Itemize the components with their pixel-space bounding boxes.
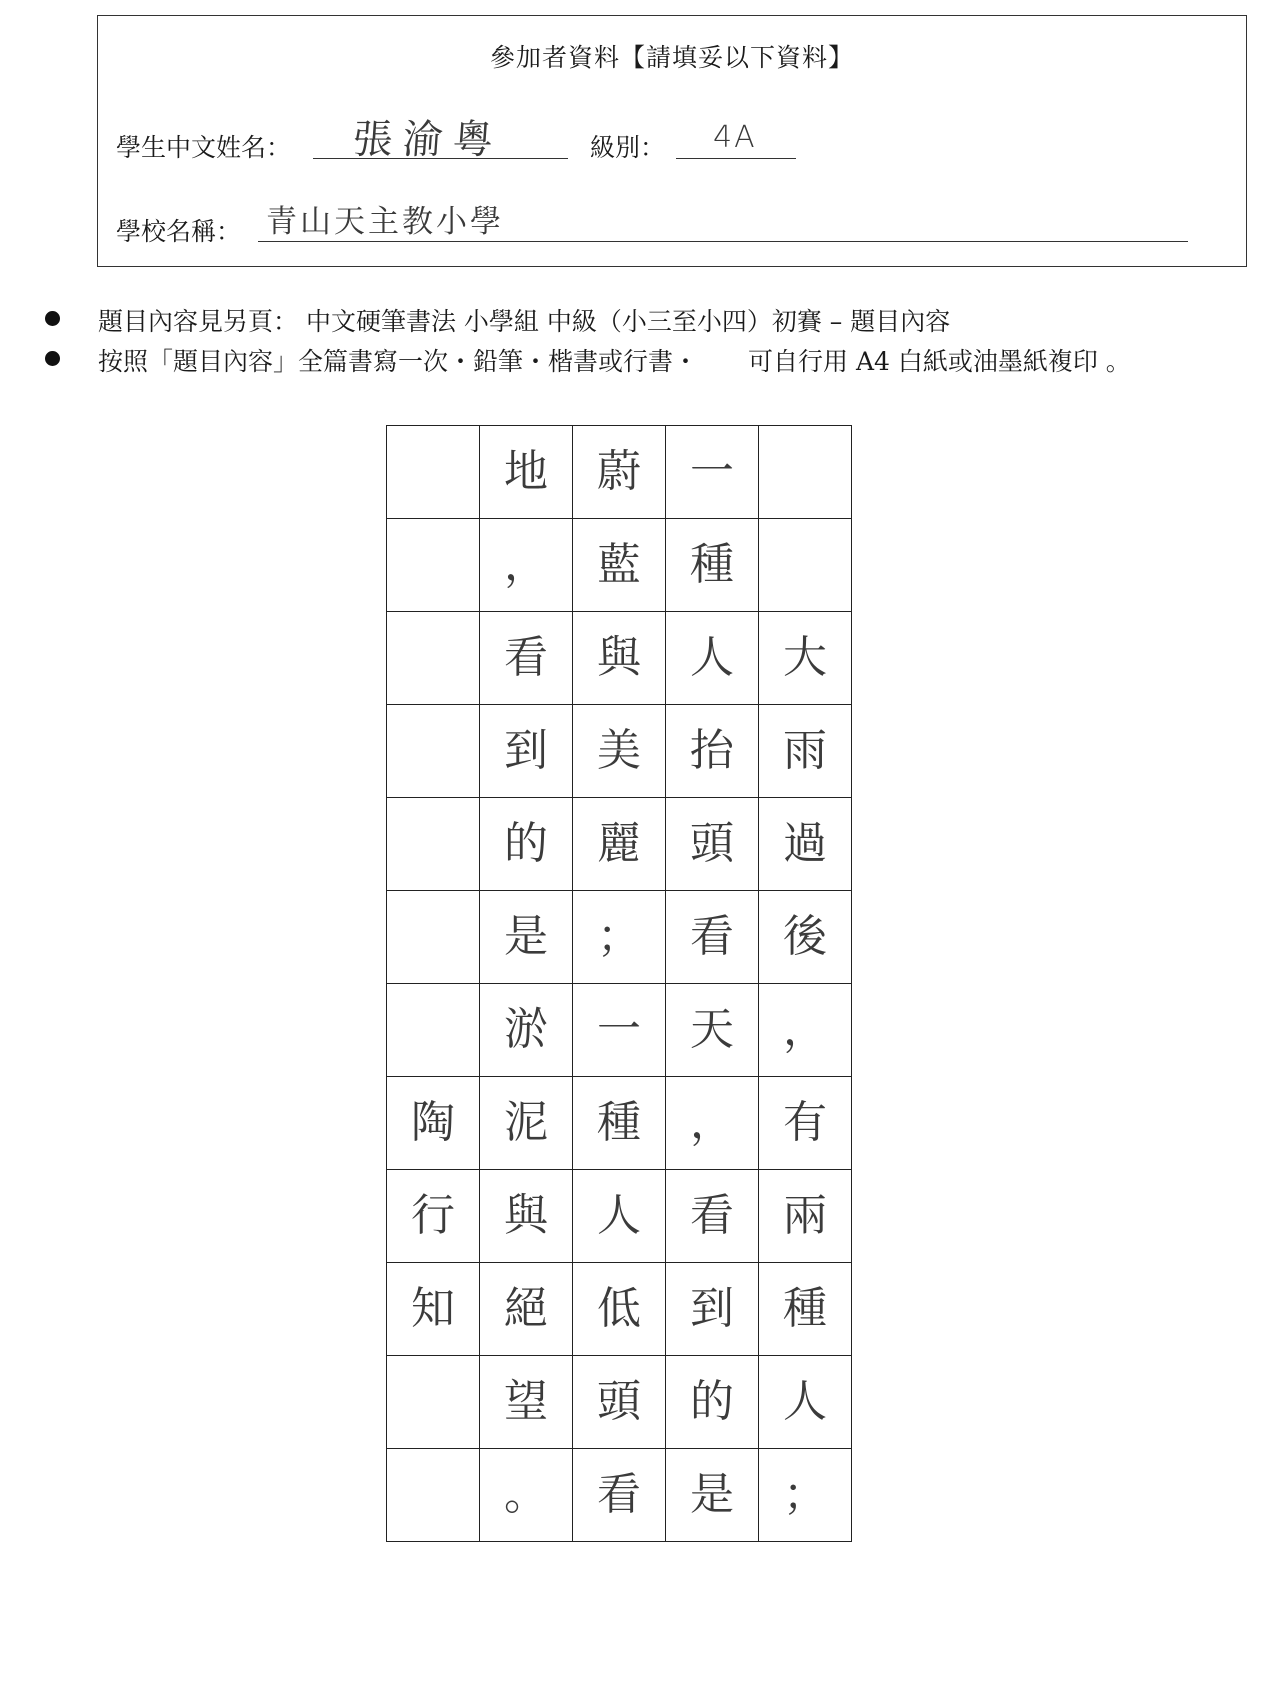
grid-cell[interactable]: 種 xyxy=(666,519,759,612)
grid-cell[interactable] xyxy=(387,984,480,1077)
grid-cell[interactable] xyxy=(387,705,480,798)
student-name-label: 學生中文姓名： xyxy=(116,133,292,162)
grid-row xyxy=(387,705,852,798)
instruction-text: 題目內容見另頁： 中文硬筆書法 小學組 中級（小三至小四）初賽 – 題目內容 xyxy=(98,307,951,336)
grid-cell[interactable] xyxy=(387,1356,480,1449)
school-value[interactable]: 青山天主教小學 xyxy=(266,204,504,240)
grid-cell[interactable]: 麗 xyxy=(573,798,666,891)
grid-row xyxy=(387,1170,852,1263)
calligraphy-grid xyxy=(386,425,852,1542)
grid-cell[interactable]: 有 xyxy=(759,1077,852,1170)
grid-cell[interactable]: 泥 xyxy=(480,1077,573,1170)
grid-cell[interactable]: 行 xyxy=(387,1170,480,1263)
grid-cell[interactable]: ， xyxy=(759,984,852,1077)
grid-cell[interactable]: 兩 xyxy=(759,1170,852,1263)
grid-cell[interactable]: 知 xyxy=(387,1263,480,1356)
grid-cell[interactable]: 望 xyxy=(480,1356,573,1449)
instruction-item xyxy=(40,342,1260,382)
grid-row xyxy=(387,1356,852,1449)
grid-cell[interactable]: ； xyxy=(573,891,666,984)
grid-cell[interactable] xyxy=(759,519,852,612)
grid-cell[interactable]: 的 xyxy=(480,798,573,891)
grid-cell[interactable] xyxy=(387,891,480,984)
grid-row xyxy=(387,1449,852,1542)
grid-cell[interactable]: 一 xyxy=(666,426,759,519)
grid-cell[interactable]: 一 xyxy=(573,984,666,1077)
grid-cell[interactable]: 看 xyxy=(666,891,759,984)
instruction-text: 按照「題目內容」全篇書寫一次・鉛筆・楷書或行書・ 可自行用 A4 白紙或油墨紙複印 。 xyxy=(98,347,1131,376)
grid-cell[interactable]: 人 xyxy=(759,1356,852,1449)
grid-cell[interactable]: ； xyxy=(759,1449,852,1542)
grid-row xyxy=(387,798,852,891)
grid-cell[interactable]: 抬 xyxy=(666,705,759,798)
grid-row xyxy=(387,1263,852,1356)
grid-cell[interactable]: 是 xyxy=(480,891,573,984)
grid-cell[interactable]: 藍 xyxy=(573,519,666,612)
bullet-icon xyxy=(45,351,60,366)
grid-cell[interactable]: 蔚 xyxy=(573,426,666,519)
participant-info-box xyxy=(97,15,1247,267)
grade-label: 級別： xyxy=(590,133,666,162)
grid-cell[interactable]: 陶 xyxy=(387,1077,480,1170)
grid-cell[interactable]: 的 xyxy=(666,1356,759,1449)
grid-row xyxy=(387,891,852,984)
grid-cell[interactable]: 美 xyxy=(573,705,666,798)
grid-cell[interactable]: 過 xyxy=(759,798,852,891)
grid-cell[interactable]: 頭 xyxy=(573,1356,666,1449)
grade-value[interactable]: 4A xyxy=(713,120,757,155)
grid-cell[interactable]: 人 xyxy=(666,612,759,705)
grid-cell[interactable] xyxy=(387,1449,480,1542)
grid-cell[interactable] xyxy=(387,519,480,612)
grid-cell[interactable]: 與 xyxy=(480,1170,573,1263)
grid-cell[interactable]: 看 xyxy=(480,612,573,705)
grade-line xyxy=(676,158,796,159)
grid-cell[interactable]: 人 xyxy=(573,1170,666,1263)
grid-cell[interactable]: 種 xyxy=(759,1263,852,1356)
instruction-item xyxy=(40,302,1260,342)
bullet-icon xyxy=(45,311,60,326)
grid-row xyxy=(387,426,852,519)
grid-cell[interactable]: 雨 xyxy=(759,705,852,798)
instructions xyxy=(40,302,1260,382)
grid-cell[interactable]: 是 xyxy=(666,1449,759,1542)
grid-row xyxy=(387,984,852,1077)
grid-cell[interactable]: 與 xyxy=(573,612,666,705)
grid-cell[interactable] xyxy=(387,612,480,705)
grid-cell[interactable]: 地 xyxy=(480,426,573,519)
grid-cell[interactable]: 大 xyxy=(759,612,852,705)
participant-info-title: 參加者資料【請填妥以下資料】 xyxy=(489,43,854,72)
grid-cell[interactable]: 看 xyxy=(666,1170,759,1263)
school-label: 學校名稱： xyxy=(116,217,242,246)
grid-cell[interactable]: 到 xyxy=(666,1263,759,1356)
grid-row xyxy=(387,519,852,612)
grid-cell[interactable]: 到 xyxy=(480,705,573,798)
grid-cell[interactable]: 看 xyxy=(573,1449,666,1542)
grid-cell[interactable]: 絕 xyxy=(480,1263,573,1356)
grid-cell[interactable]: ， xyxy=(480,519,573,612)
grid-cell[interactable]: 低 xyxy=(573,1263,666,1356)
grid-cell[interactable] xyxy=(387,426,480,519)
grid-cell[interactable]: 淤 xyxy=(480,984,573,1077)
grid-cell[interactable]: 頭 xyxy=(666,798,759,891)
grid-cell[interactable]: 天 xyxy=(666,984,759,1077)
school-line xyxy=(258,241,1188,242)
grid-cell[interactable] xyxy=(387,798,480,891)
grid-cell[interactable]: 。 xyxy=(480,1449,573,1542)
grid-row xyxy=(387,1077,852,1170)
grid-cell[interactable]: 種 xyxy=(573,1077,666,1170)
grid-row xyxy=(387,612,852,705)
grid-cell[interactable]: 後 xyxy=(759,891,852,984)
grid-cell[interactable]: ， xyxy=(666,1077,759,1170)
student-name-value[interactable]: 張渝粵 xyxy=(351,117,505,163)
grid-cell[interactable] xyxy=(759,426,852,519)
